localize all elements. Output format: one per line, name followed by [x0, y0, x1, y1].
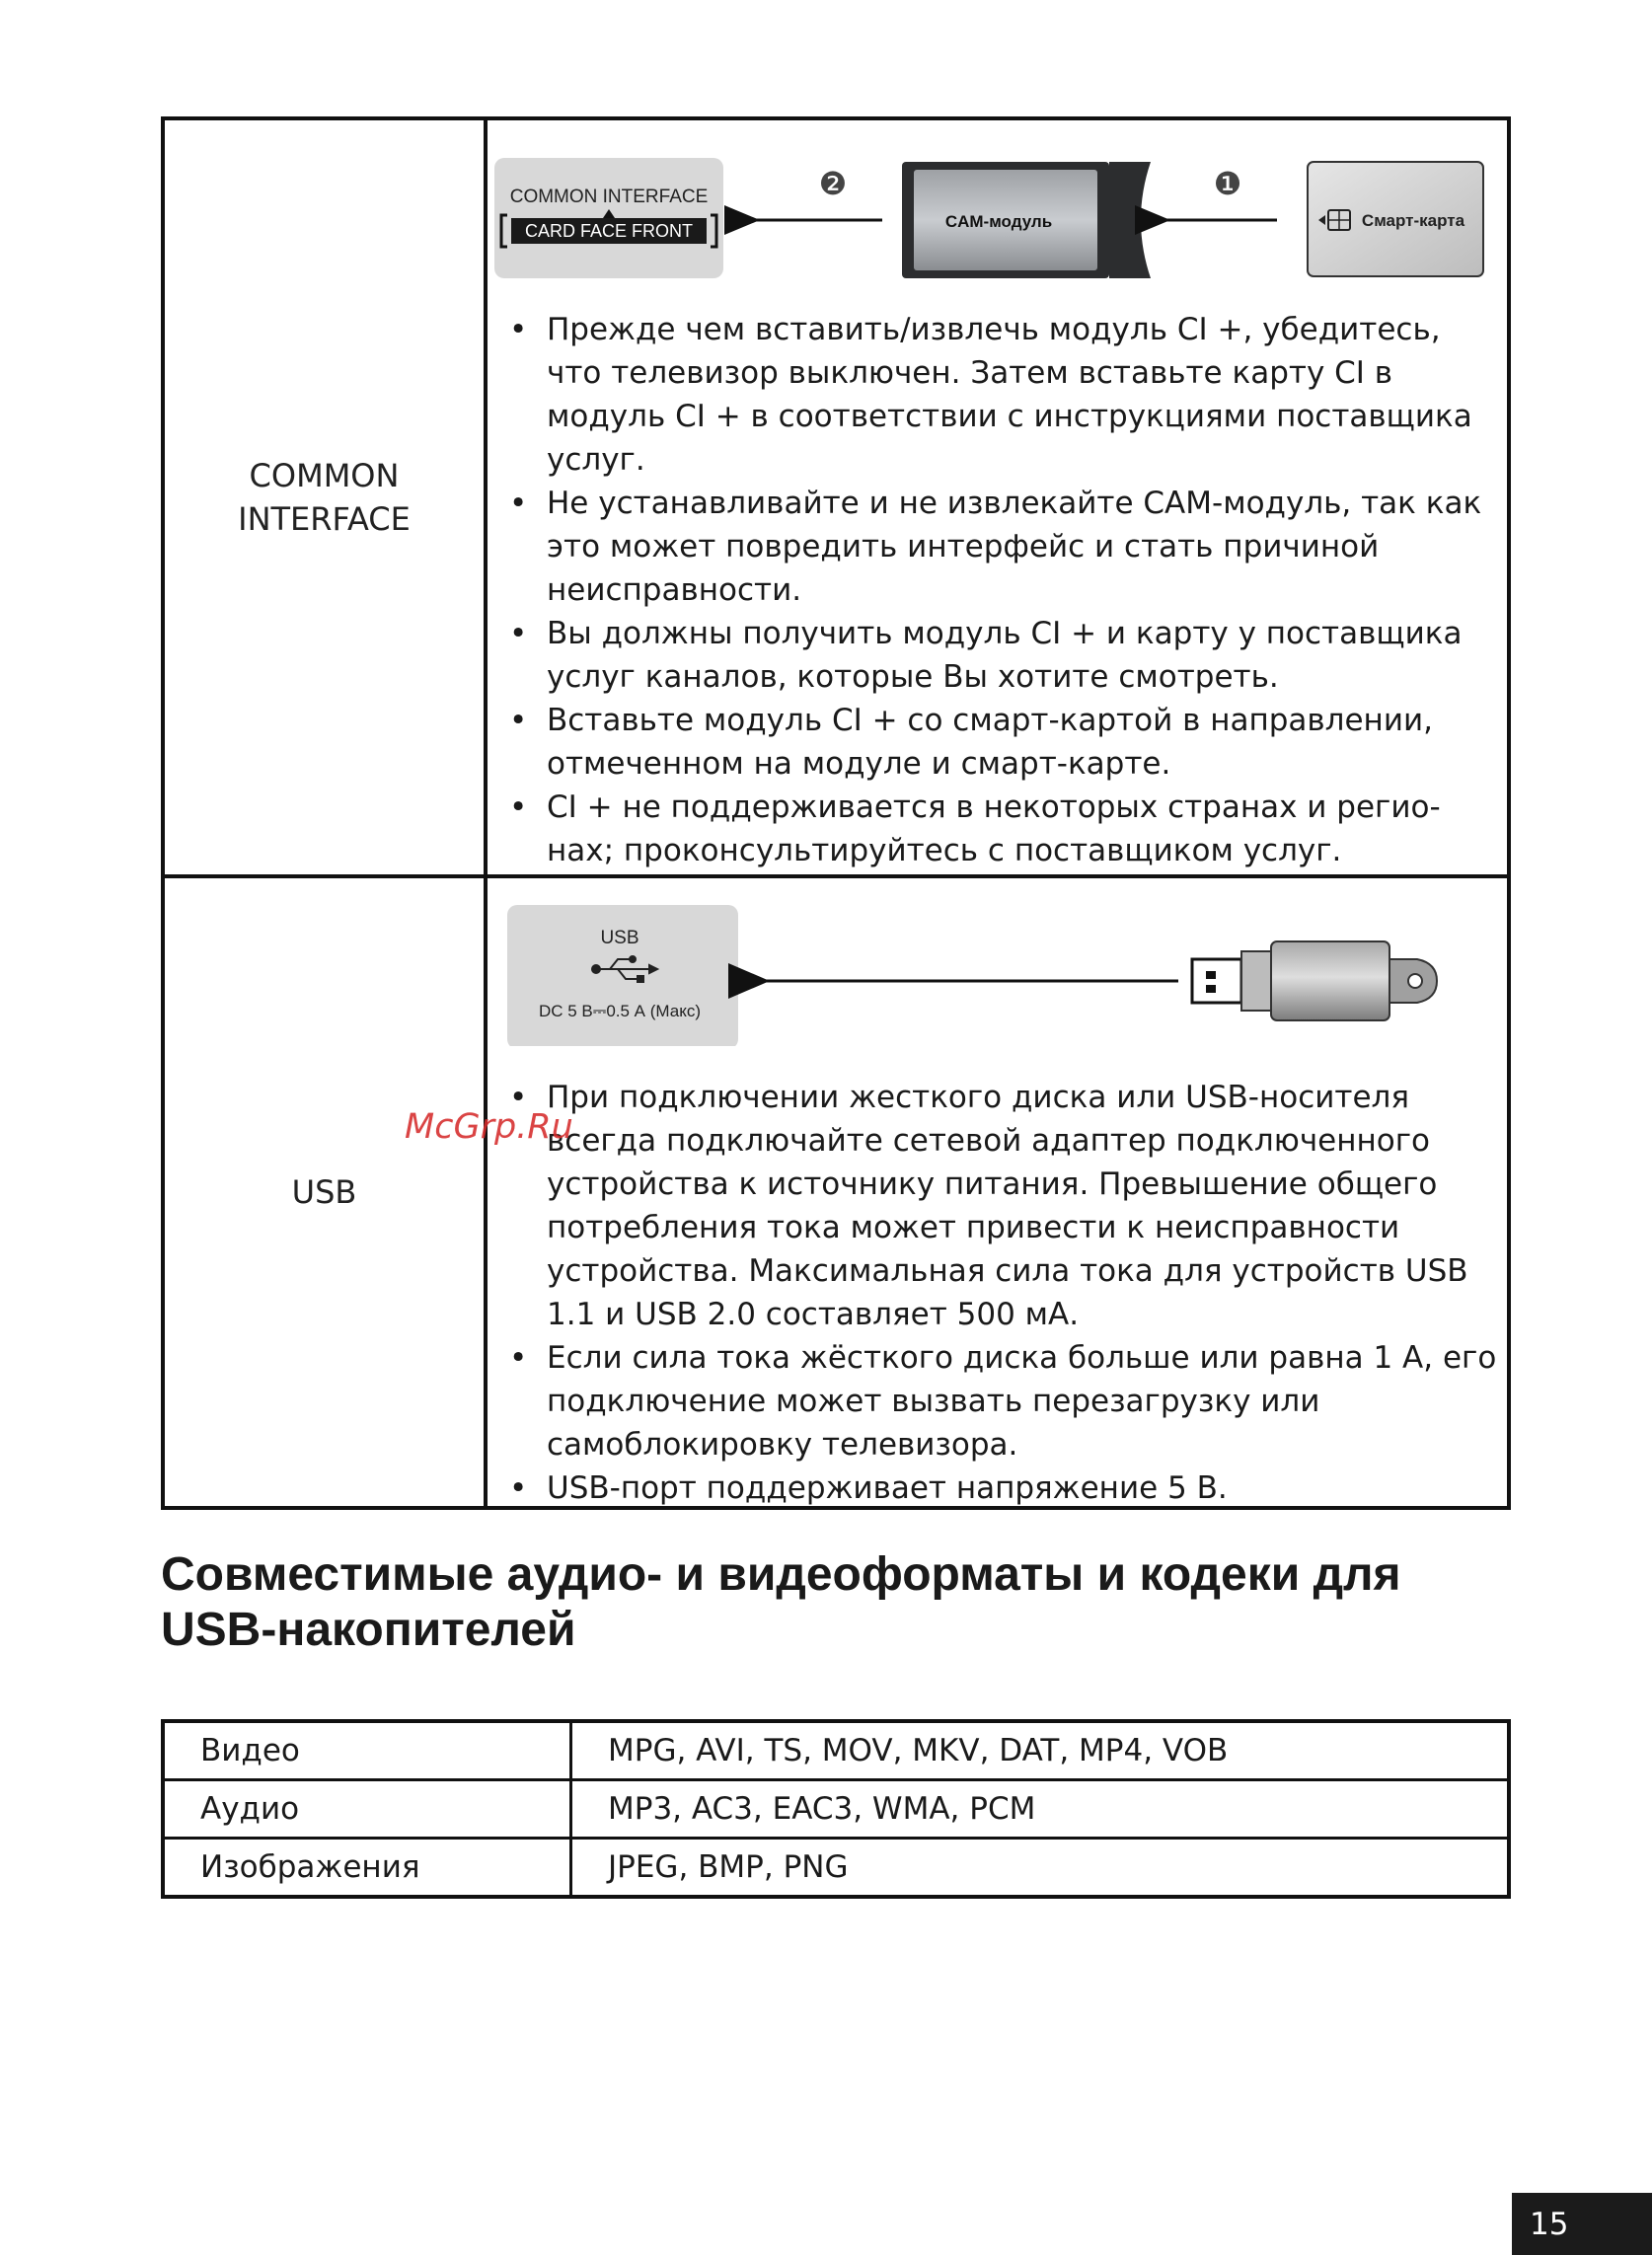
common-interface-content [488, 120, 1507, 874]
usb-port-title: USB [600, 928, 639, 948]
ci-slot-title: COMMON INTERFACE [509, 187, 709, 207]
usb-row [165, 878, 1507, 1506]
usb-diagram [488, 878, 1504, 1046]
cam-module [902, 162, 1151, 278]
ci-note: • Не устанавливайте и не извлекайте CAM-модуль, так как это может повредить интерфейс и стать причиной неисправности. [547, 482, 1497, 612]
format-type: Аудио [163, 1780, 571, 1839]
section-title: Совместимые аудио- и видеоформаты и кодеки для USB-накопителей [161, 1548, 1401, 1656]
format-codecs: MPG, AVI, TS, MOV, MKV, DAT, MP4, VOB [571, 1721, 1510, 1780]
format-codecs: JPEG, BMP, PNG [571, 1839, 1510, 1898]
usb-label [165, 878, 488, 1506]
ci-note: • Вставьте модуль CI + со смарт-картой в направлении, отмеченном на модуле и смарт-карте. [547, 699, 1497, 786]
ci-note: • Вы должны получить модуль CI + и карту у поставщика услуг каналов, которые Вы хотите смотреть. [547, 612, 1497, 699]
usb-note: • USB-порт поддерживает напряжение 5 В. [547, 1466, 1497, 1510]
table-row [163, 1721, 1509, 1780]
ci-slot-label [494, 158, 723, 278]
usb-notes [488, 1076, 1497, 1510]
format-codecs: MP3, AC3, EAC3, WMA, PCM [571, 1780, 1510, 1839]
interfaces-table [161, 116, 1511, 1510]
usb-note: • При подключении жесткого диска или USB-носителя всегда подключайте сетевой адаптер подключенного устройства к источнику питания. Превышение общего потребления тока может привести к неисправности устройства. Максимальная сила тока для устройств USB 1.1 и USB 2.0 составляет 500 мА. [547, 1076, 1497, 1336]
table-row [163, 1780, 1509, 1839]
format-type: Изображения [163, 1839, 571, 1898]
table-row [163, 1839, 1509, 1898]
common-interface-row [165, 120, 1507, 878]
usb-note: • Если сила тока жёсткого диска больше или равна 1 А, его подключение может вызвать перезагрузку или самоблокировку телевизора. [547, 1336, 1497, 1466]
usb-label-text: USB [291, 1173, 357, 1211]
page-number: 15 [1512, 2193, 1652, 2255]
usb-port-label [507, 905, 738, 1046]
common-interface-notes [488, 308, 1497, 872]
formats-table [161, 1719, 1511, 1899]
ci-note: • Прежде чем вставить/извлечь модуль CI +, убедитесь, что телевизор выключен. Затем вставьте карту CI в модуль CI + в соответствии с инструкциями поставщика услуг. [547, 308, 1497, 482]
smart-card [1308, 162, 1483, 276]
common-interface-label-text: COMMON INTERFACE [238, 457, 411, 538]
usb-flash-drive-icon [1192, 941, 1437, 1020]
usb-port-power: DC 5 В⎓0.5 А (Макс) [538, 1002, 702, 1020]
step-two-marker: ❷ [818, 165, 848, 202]
step-one-marker: ❶ [1213, 165, 1242, 202]
ci-slot-subtitle: CARD FACE FRONT [524, 221, 694, 241]
usb-content [488, 878, 1507, 1506]
smart-card-label: Смарт-карта [1361, 211, 1465, 230]
watermark: McGrp.Ru [405, 1107, 573, 1147]
ci-note: • CI + не поддерживается в некоторых странах и регио-нах; проконсультируйтесь с поставщиком услуг. [547, 786, 1497, 872]
format-type: Видео [163, 1721, 571, 1780]
common-interface-label [165, 120, 488, 874]
common-interface-diagram [488, 130, 1504, 288]
cam-module-label: CAM-модуль [944, 212, 1053, 231]
